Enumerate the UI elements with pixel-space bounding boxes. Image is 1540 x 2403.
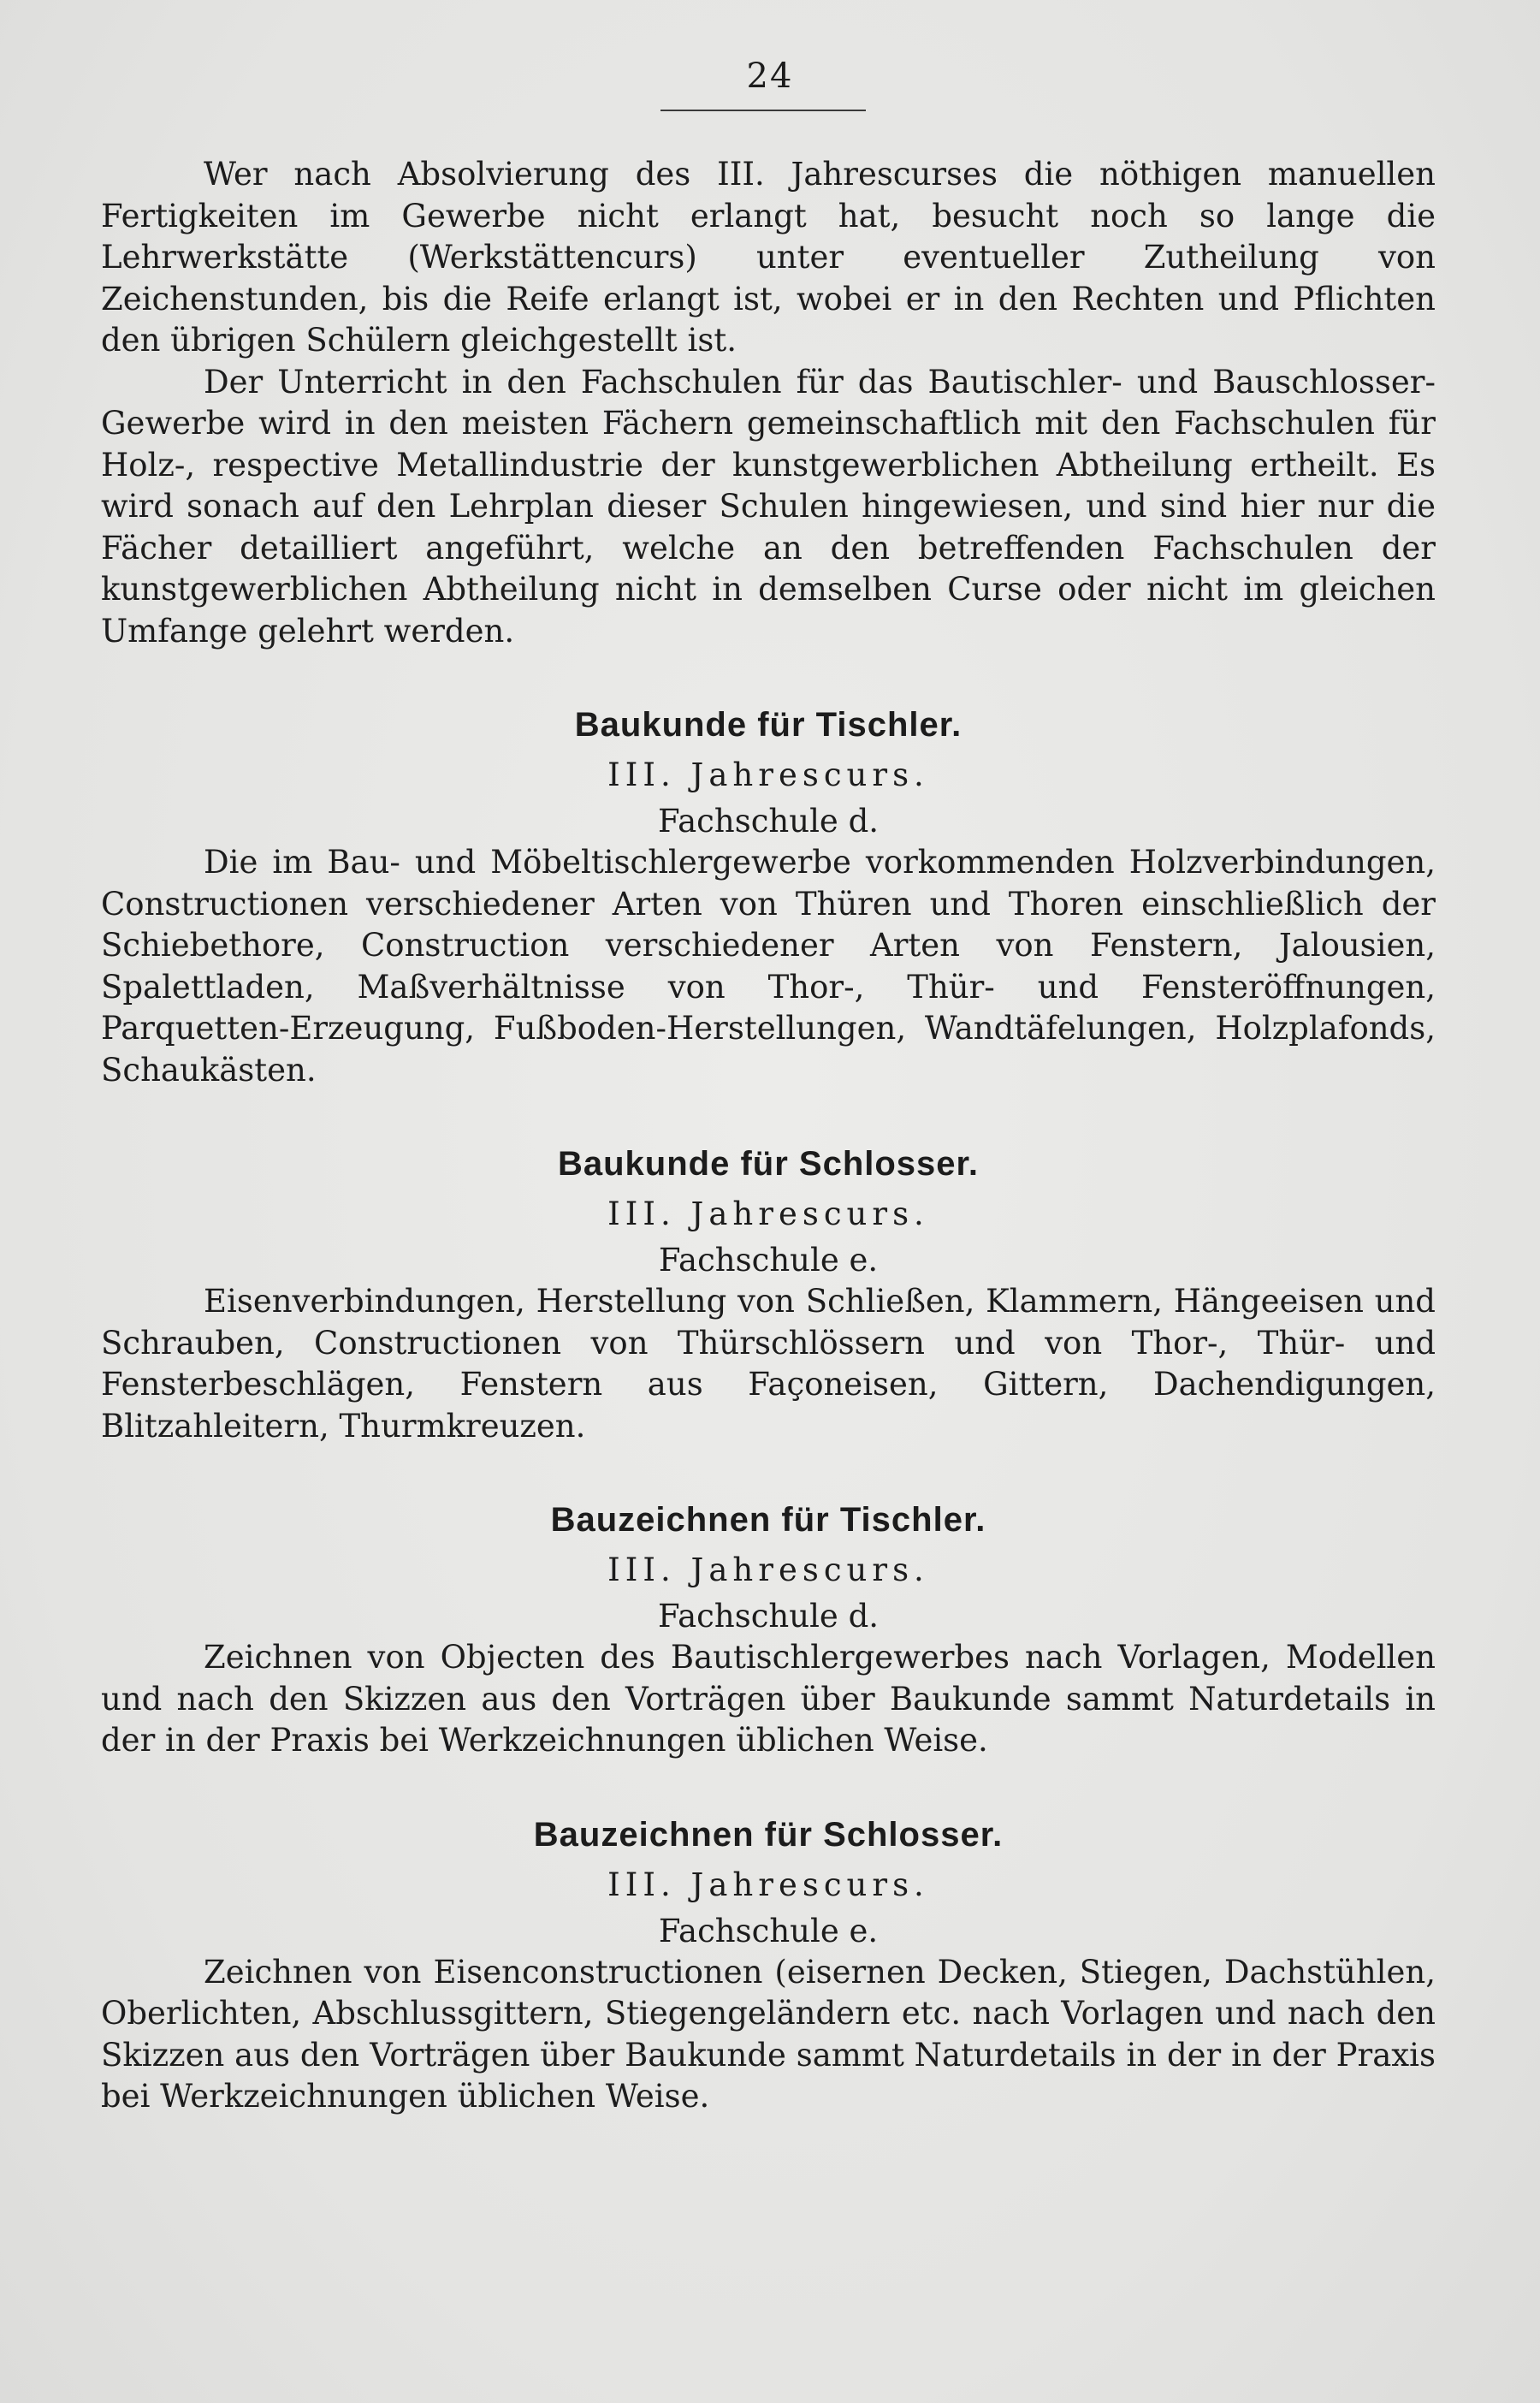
section-bauzeichnen-schlosser — [101, 1810, 1436, 2118]
section-course: III. Jahrescurs. — [607, 1196, 929, 1232]
section-baukunde-schlosser — [101, 1139, 1436, 1447]
section-heading: Baukunde für Tischler. — [574, 706, 962, 744]
section-text: Zeichnen von Objecten des Bautischlergewerbes nach Vorlagen, Modellen und nach den Skizzen aus den Vorträgen über Baukunde sammt Naturdetails in der in der Praxis bei Werkzeichnungen üblichen Weise. — [101, 1639, 1436, 1759]
section-heading: Bauzeichnen für Tischler. — [550, 1501, 986, 1539]
section-school: Fachschule e. — [658, 1912, 879, 1949]
section-course: III. Jahrescurs. — [607, 756, 929, 793]
section-text: Die im Bau- und Möbeltischlergewerbe vorkommenden Holzverbindungen, Constructionen verschiedener Arten von Thüren und Thoren einschließlich der Schiebethore, Construction verschiedener Arten von Fenstern, Jalousien, Spalettladen, Maßverhältnisse von Thor-, Thür- und Fensteröffnungen, Parquetten-Erzeugung, Fußboden-Herstellungen, Wandtäfelungen, Holzplafonds, Schaukästen. — [101, 844, 1436, 1089]
section-school: Fachschule d. — [657, 803, 880, 840]
section-baukunde-tischler — [101, 700, 1436, 1091]
page-number: 24 — [746, 56, 794, 96]
section-school: Fachschule e. — [658, 1242, 879, 1279]
intro-paragraph: Wer nach Absolvierung des III. Jahrescurses die nöthigen manuellen Fertigkeiten im Gewerbe nicht erlangt hat, besucht noch so lange die Lehrwerkstätte (Werkstättencurs) unter eventueller Zutheilung von Zeichenstunden, bis die Reife erlangt ist, wobei er in den Rechten und Pflichten den übrigen Schülern gleichgestellt ist. — [101, 156, 1436, 359]
section-heading: Bauzeichnen für Schlosser. — [533, 1815, 1004, 1854]
section-school: Fachschule d. — [657, 1598, 880, 1635]
intro-paragraph: Der Unterricht in den Fachschulen für das Bautischler- und Bauschlosser-Gewerbe wird in den meisten Fächern gemeinschaftlich mit den Fachschulen für Holz-, respective Metallindustrie der kunstgewerblichen Abtheilung ertheilt. Es wird sonach auf den Lehrplan dieser Schulen hingewiesen, und sind hier nur die Fächer detailliert angeführt, welche an den betreffenden Fachschulen der kunstgewerblichen Abtheilung nicht in demselben Curse oder nicht im gleichen Umfange gelehrt werden. — [101, 363, 1436, 650]
page-body — [101, 154, 1436, 2118]
section-heading: Baukunde für Schlosser. — [557, 1145, 980, 1183]
section-course: III. Jahrescurs. — [607, 1866, 929, 1903]
header-rule — [660, 110, 866, 111]
section-text: Eisenverbindungen, Herstellung von Schließen, Klammern, Hängeeisen und Schrauben, Constructionen von Thürschlössern und von Thor-, Thür- und Fensterbeschlägen, Fenstern aus Façoneisen, Gittern, Dachendigungen, Blitzahleitern, Thurmkreuzen. — [101, 1283, 1436, 1445]
section-text: Zeichnen von Eisenconstructionen (eisernen Decken, Stiegen, Dachstühlen, Oberlichten, Abschlussgittern, Stiegengeländern etc. nach Vorlagen und nach den Skizzen aus den Vorträgen über Baukunde sammt Naturdetails in der in der Praxis bei Werkzeichnungen üblichen Weise. — [101, 1953, 1436, 2115]
section-bauzeichnen-tischler — [101, 1495, 1436, 1762]
section-course: III. Jahrescurs. — [607, 1552, 929, 1588]
